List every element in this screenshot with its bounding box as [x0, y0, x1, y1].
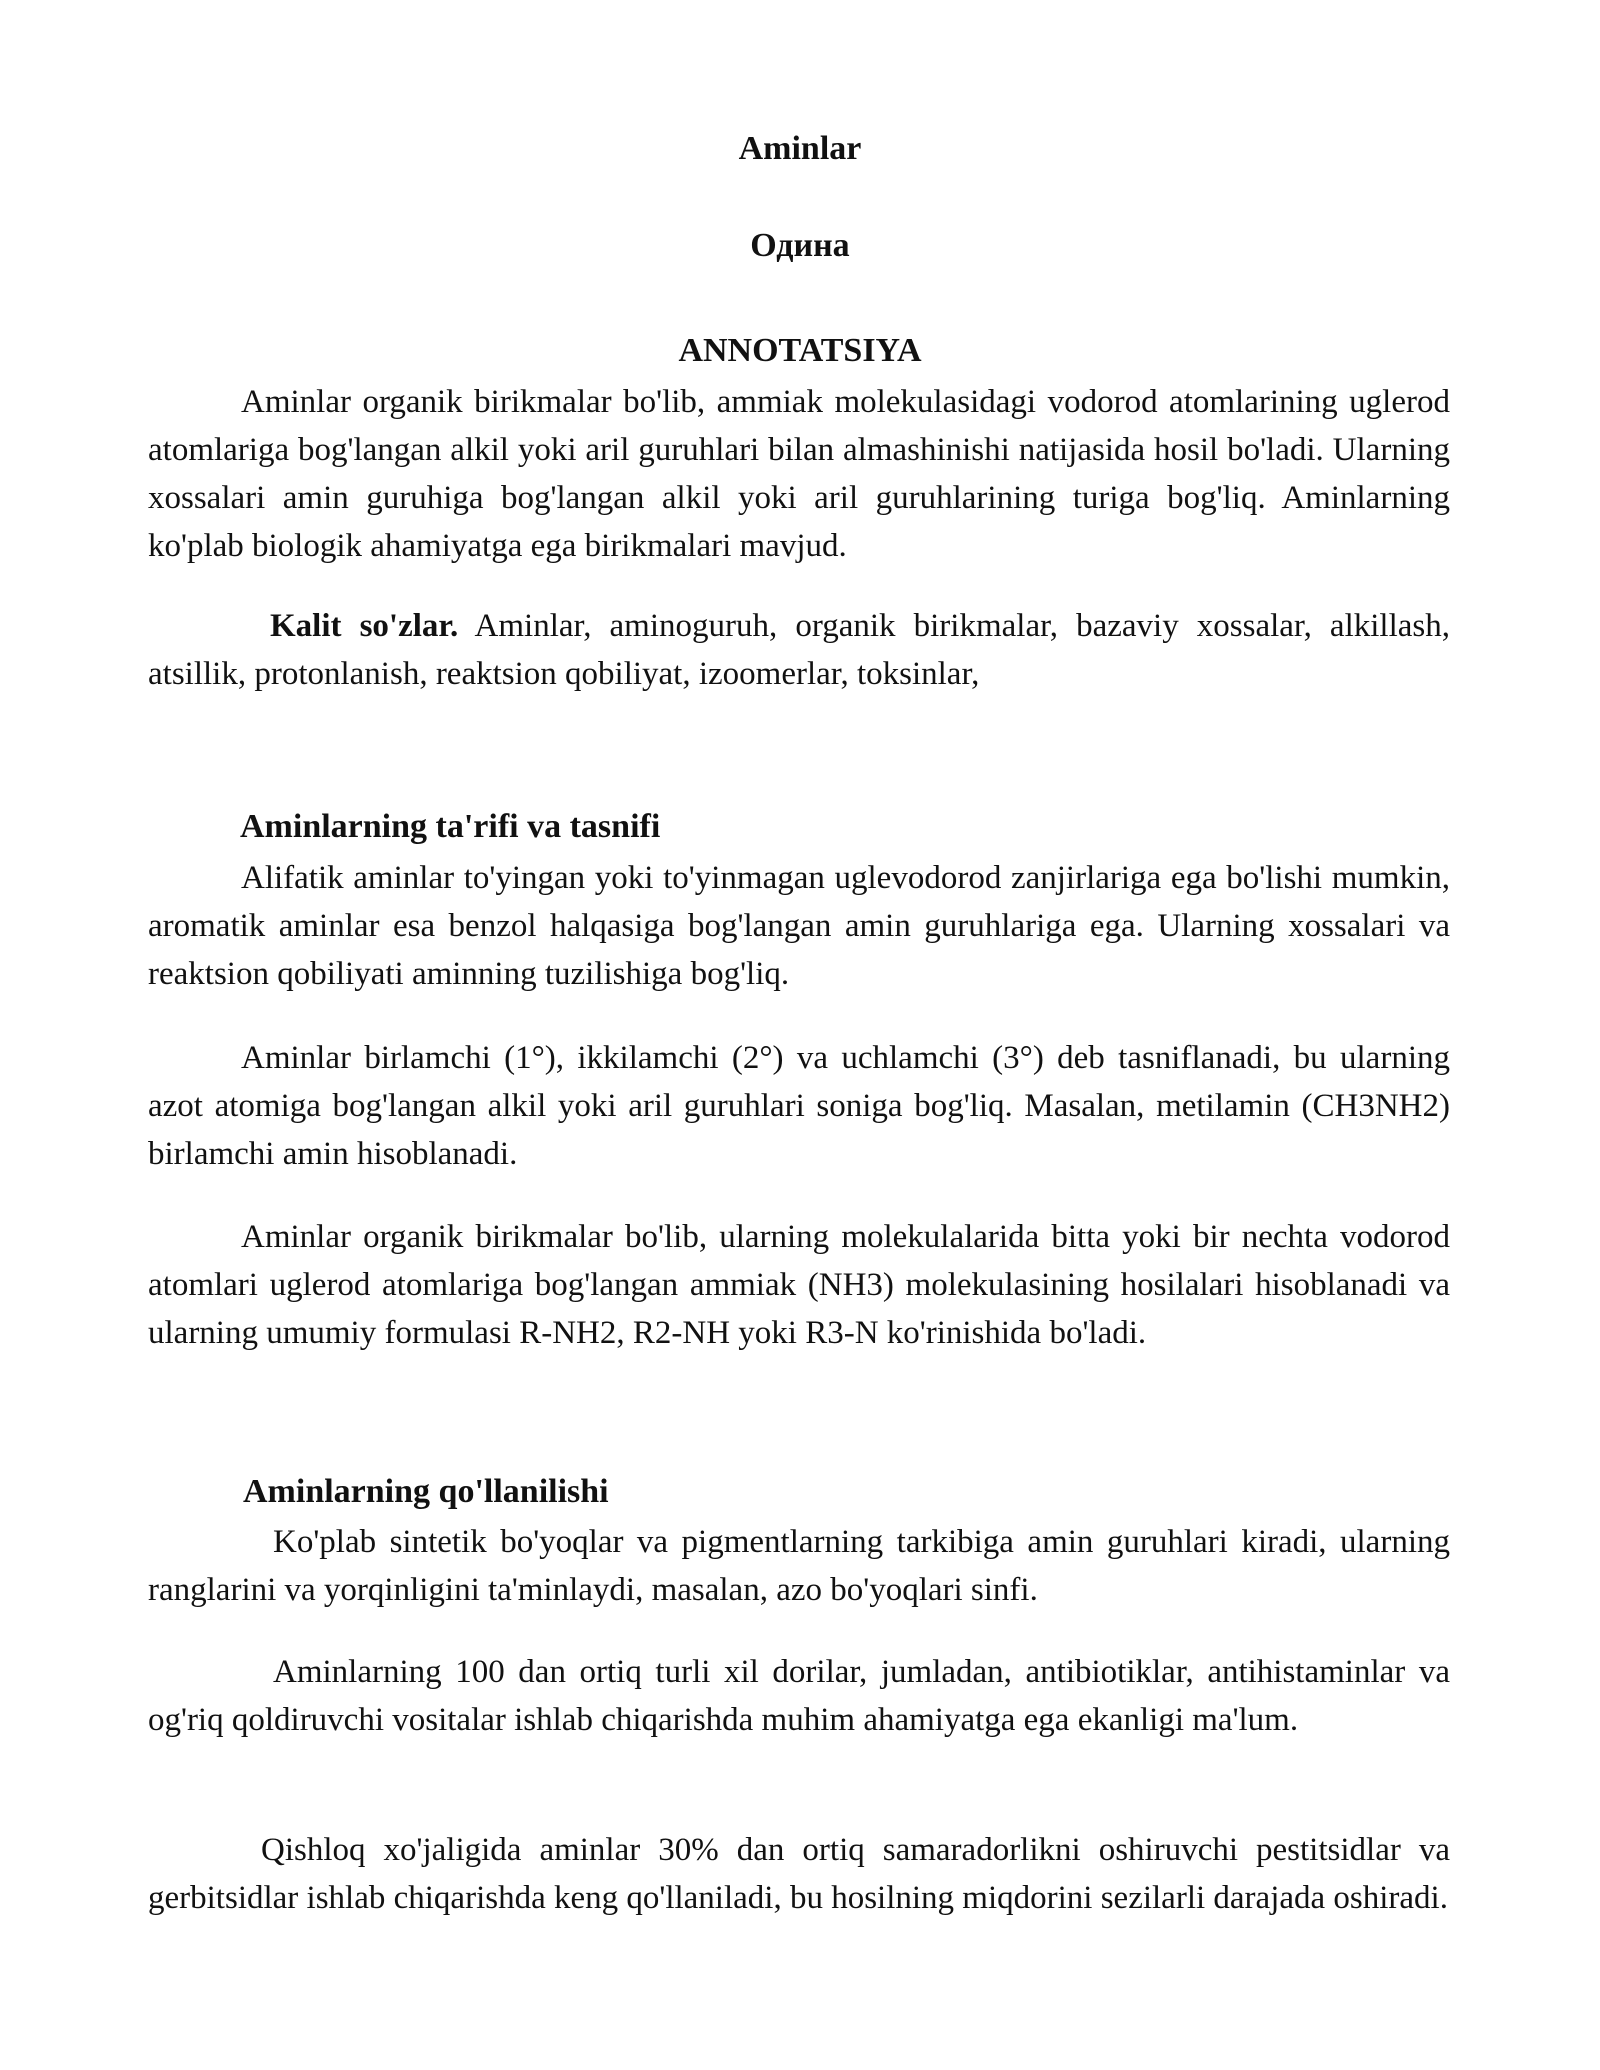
keywords-paragraph [148, 602, 1450, 698]
keywords-label: Kalit so'zlar. [270, 608, 459, 644]
section2-paragraph-3: Qishloq xo'jaligida aminlar 30% dan ortiq samaradorlikni oshiruvchi pestitsidlar va gerbitsidlar ishlab chiqarishda keng qo'llaniladi, bu hosilning miqdorini sezilarli darajada oshiradi. [148, 1832, 1450, 1916]
section-heading-definition: Aminlarning ta'rifi va tasnifi [240, 808, 661, 845]
keywords-list: Aminlar, aminoguruh, organik birikmalar, bazaviy xossalar, alkillash, atsillik, protonlanish, reaktsion qobiliyat, izoomerlar, toksinlar, [148, 608, 1450, 692]
section2-paragraph-2: Aminlarning 100 dan ortiq turli xil dorilar, jumladan, antibiotiklar, antihistaminlar va og'riq qoldiruvchi vositalar ishlab chiqarishda muhim ahamiyatga ega ekanligi ma'lum. [148, 1654, 1450, 1738]
annotation-heading: ANNOTATSIYA [678, 332, 922, 369]
section1-paragraph-2: Aminlar birlamchi (1°), ikkilamchi (2°) va uchlamchi (3°) deb tasniflanadi, bu ularning azot atomiga bog'langan alkil yoki aril guruhlari soniga bog'liq. Masalan, metilamin (CH3NH2) birlamchi amin hisoblanadi. [148, 1040, 1450, 1172]
section-heading-applications: Aminlarning qo'llanilishi [243, 1473, 609, 1510]
annotation-paragraph: Aminlar organik birikmalar bo'lib, ammiak molekulasidagi vodorod atomlarining uglerod atomlariga bog'langan alkil yoki aril guruhlari bilan almashinishi natijasida hosil bo'ladi. Ularning xossalari amin guruhiga bog'langan alkil yoki aril guruhlarining turiga bog'liq. Aminlarning ko'plab biologik ahamiyatga ega birikmalari mavjud. [148, 384, 1450, 564]
section1-paragraph-3: Aminlar organik birikmalar bo'lib, ularning molekulalarida bitta yoki bir nechta vodorod atomlari uglerod atomlariga bog'langan ammiak (NH3) molekulasining hosilalari hisoblanadi va ularning umumiy formulasi R-NH2, R2-NH yoki R3-N ko'rinishida bo'ladi. [148, 1219, 1450, 1351]
section2-paragraph-1: Ko'plab sintetik bo'yoqlar va pigmentlarning tarkibiga amin guruhlari kiradi, ularning ranglarini va yorqinligini ta'minlaydi, masalan, azo bo'yoqlari sinfi. [148, 1524, 1450, 1608]
section1-paragraph-1: Alifatik aminlar to'yingan yoki to'yinmagan uglevodorod zanjirlariga ega bo'lishi mumkin, aromatik aminlar esa benzol halqasiga bog'langan amin guruhlariga ega. Ularning xossalari va reaktsion qobiliyati aminning tuzilishiga bog'liq. [148, 860, 1450, 992]
author-name: Одина [750, 227, 850, 264]
document-title: Aminlar [738, 130, 862, 167]
